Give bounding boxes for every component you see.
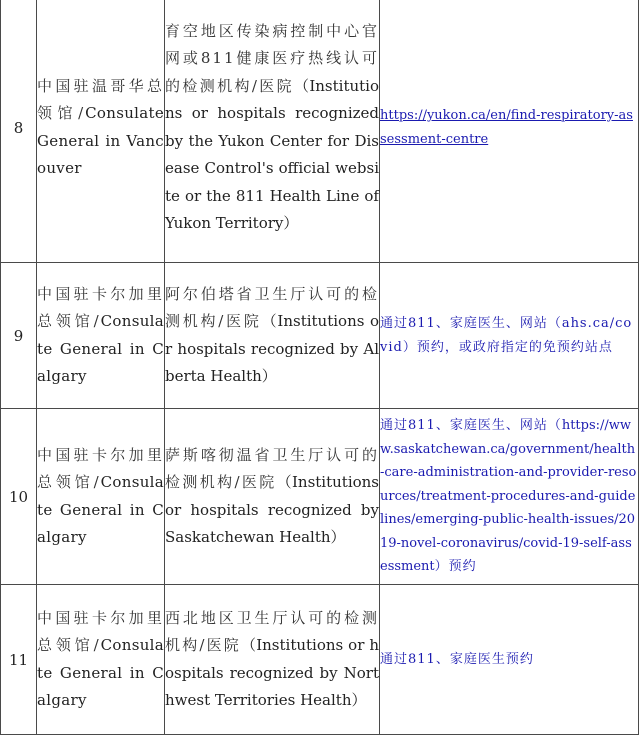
consulate-cell <box>37 0 165 263</box>
consulate-name-en: Consulate General in Vancouver <box>37 104 164 177</box>
appointment-cell <box>380 409 639 585</box>
consulate-name-cn: 中国驻卡尔加里总领馆/ <box>37 608 164 654</box>
row-number: 11 <box>1 585 37 735</box>
appointment-text: 通过811、家庭医生预约 <box>380 651 534 667</box>
appointment-suffix: ）预约 <box>434 559 477 575</box>
yukon-assessment-link[interactable]: https://yukon.ca/en/find-respiratory-assessment-centre <box>380 108 633 147</box>
institution-name-en: （Institutions or hospitals recognized by the Yukon Center for Disease Control's official website or the 811 Health Line of Yukon Territory） <box>165 76 380 232</box>
saskatchewan-self-assessment-link[interactable]: https://www.saskatchewan.ca/government/health-care-administration-and-provider-resources/treatment-procedures-and-guidelines/emerging-public-health-issues/2019-novel-coronavirus/covid-19-self-assessment <box>380 418 637 575</box>
appointment-cell <box>380 585 639 735</box>
appointment-text: 通过811、家庭医生、网站（ahs.ca/covid）预约，或政府指定的免预约站点 <box>380 316 633 355</box>
table-row <box>1 0 639 263</box>
consulate-cell <box>37 263 165 409</box>
table-row <box>1 263 639 409</box>
institution-name-cn: 西北地区卫生厅认可的检测机构/医院 <box>165 608 379 654</box>
institution-cell <box>165 0 380 263</box>
row-number: 9 <box>1 263 37 409</box>
institution-cell <box>165 409 380 585</box>
institution-cell <box>165 585 380 735</box>
consulate-name-en: Consulate General in Calgary <box>37 312 164 385</box>
consulate-name-cn: 中国驻卡尔加里总领馆/ <box>37 445 164 491</box>
row-number: 8 <box>1 0 37 263</box>
appointment-cell <box>380 0 639 263</box>
appointment-prefix: 通过811、家庭医生、网站（ <box>380 418 562 434</box>
institution-name-en: （Institutions or hospitals recognized by Alberta Health） <box>165 312 379 385</box>
consulate-name-cn: 中国驻温哥华总领馆/ <box>37 76 164 122</box>
institution-name-cn: 育空地区传染病控制中心官网或811健康医疗热线认可的检测机构/医院 <box>165 21 379 95</box>
appointment-cell <box>380 263 639 409</box>
row-number: 10 <box>1 409 37 585</box>
consulate-name-en: Consulate General in Calgary <box>37 473 164 546</box>
institution-name-cn: 阿尔伯塔省卫生厅认可的检测机构/医院 <box>165 284 379 330</box>
institution-name-en: （Institutions or hospitals recognized by Saskatchewan Health） <box>165 473 380 546</box>
table-row <box>1 585 639 735</box>
consulate-name-cn: 中国驻卡尔加里总领馆/ <box>37 284 164 330</box>
institution-cell <box>165 263 380 409</box>
institution-name-cn: 萨斯喀彻温省卫生厅认可的检测机构/医院 <box>165 445 379 491</box>
consulate-name-en: Consulate General in Calgary <box>37 636 164 709</box>
institution-name-en: （Institutions or hospitals recognized by Northwest Territories Health） <box>165 636 379 709</box>
consulate-cell <box>37 585 165 735</box>
table-row <box>1 409 639 585</box>
consulate-cell <box>37 409 165 585</box>
